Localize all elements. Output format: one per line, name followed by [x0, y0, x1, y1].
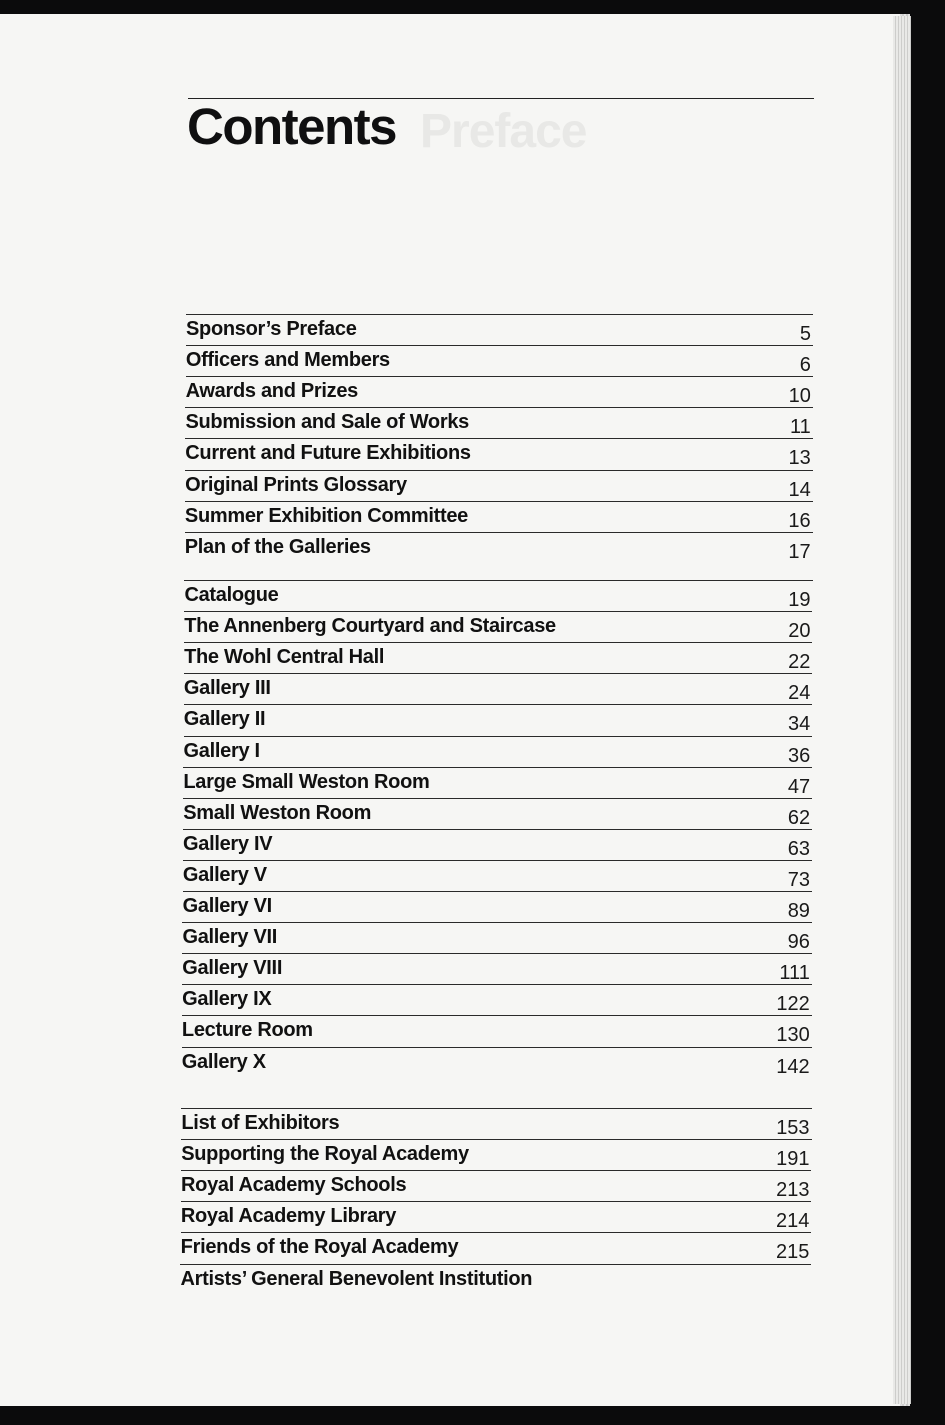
- toc-entry-label: Gallery III: [183, 677, 271, 700]
- toc-entry: [183, 767, 812, 799]
- toc-entry-label: Gallery IV: [183, 832, 273, 855]
- toc-entry-page-number: 5: [799, 323, 811, 345]
- page-title: Contents: [187, 98, 396, 155]
- toc-entry-label: Catalogue: [184, 584, 279, 606]
- toc-entry-page-number: 11: [790, 416, 811, 439]
- toc-entry-page-number: 191: [776, 1148, 810, 1171]
- toc-entry-label: Gallery VIII: [182, 957, 283, 980]
- toc-entry-page-number: 24: [788, 682, 811, 705]
- toc-entry-label: Gallery VI: [182, 895, 272, 917]
- toc-entry: [181, 1201, 812, 1233]
- toc-entry-label: The Wohl Central Hall: [184, 646, 385, 669]
- toc-entry-label: Gallery IX: [182, 988, 272, 1011]
- toc-entry-page-number: 73: [787, 868, 810, 891]
- toc-entry-label: Submission and Sale of Works: [185, 411, 469, 434]
- toc-entry-page-number: 89: [787, 900, 810, 922]
- toc-entry-page-number: 10: [788, 385, 811, 408]
- toc-entry-label: Current and Future Exhibitions: [185, 442, 471, 465]
- toc-entry-page-number: 19: [788, 589, 811, 611]
- toc-entry-label: Awards and Prizes: [185, 380, 359, 403]
- toc-entry-label: Gallery II: [183, 708, 266, 731]
- toc-entry: [184, 736, 813, 768]
- toc-entry: [181, 1108, 811, 1140]
- toc-entry: [183, 798, 812, 830]
- toc-entry: [182, 1015, 812, 1047]
- toc-entry-page-number: 13: [788, 447, 811, 470]
- toc-entry-page-number: 122: [776, 993, 810, 1016]
- toc-entry-page-number: 17: [788, 540, 811, 563]
- toc-entry: [182, 984, 812, 1016]
- toc-entry: [183, 829, 812, 861]
- toc-entry: [184, 704, 813, 736]
- toc-entry-label: Small Weston Room: [183, 801, 372, 824]
- toc-entry: [182, 953, 812, 985]
- toc-entry-label: List of Exhibitors: [181, 1112, 340, 1134]
- toc-entry: [181, 1139, 811, 1171]
- show-through-ghost-text: Preface: [420, 105, 587, 158]
- toc-entry-label: Lecture Room: [181, 1019, 313, 1042]
- toc-entry-label: The Annenberg Courtyard and Staircase: [184, 615, 556, 638]
- toc-entry: [184, 580, 812, 612]
- toc-entry: [184, 642, 812, 674]
- toc-entry-page-number: 36: [787, 744, 811, 767]
- toc-entry-page-number: 16: [788, 509, 811, 532]
- toc-entry-label: Royal Academy Library: [180, 1205, 397, 1228]
- toc-entry-page-number: 34: [788, 713, 811, 736]
- toc-entry: [184, 673, 812, 705]
- toc-entry: [183, 891, 812, 923]
- toc-entry: [185, 532, 813, 564]
- toc-entry-page-number: 214: [776, 1210, 810, 1233]
- toc-entry-page-number: 20: [788, 620, 811, 643]
- toc-entry: [185, 501, 813, 533]
- toc-entry: [180, 1264, 811, 1296]
- toc-entry: [185, 407, 812, 439]
- toc-entry: [186, 314, 813, 346]
- toc-entry-page-number: 6: [799, 354, 811, 377]
- toc-entry-page-number: 111: [779, 962, 810, 985]
- toc-entry: [184, 611, 812, 643]
- toc-entry-label: Officers and Members: [185, 349, 390, 372]
- toc-entry-page-number: 62: [787, 806, 811, 829]
- toc-entry: [186, 345, 813, 377]
- toc-entry: [182, 922, 811, 954]
- page-edge-stack: [893, 16, 911, 1404]
- toc-entry-page-number: 14: [788, 478, 811, 501]
- toc-entry-page-number: 63: [787, 837, 811, 860]
- toc-entry-label: Original Prints Glossary: [185, 473, 407, 496]
- toc-entry: [181, 1232, 812, 1264]
- toc-entry-label: Royal Academy Schools: [181, 1174, 407, 1197]
- toc-entry-label: Gallery X: [181, 1050, 266, 1073]
- toc-entry-label: Supporting the Royal Academy: [181, 1143, 469, 1166]
- toc-entry-label: Summer Exhibition Committee: [184, 504, 468, 527]
- toc-entry-label: Large Small Weston Room: [183, 770, 430, 793]
- toc-entry: [183, 860, 812, 892]
- toc-entry-page-number: 130: [776, 1024, 810, 1047]
- toc-entry: [186, 376, 813, 408]
- toc-entry-label: Friends of the Royal Academy: [180, 1236, 459, 1259]
- toc-entry-page-number: 96: [787, 931, 810, 954]
- toc-entry-label: Sponsor’s Preface: [186, 318, 357, 340]
- toc-entry: [185, 470, 813, 502]
- toc-entry-page-number: 47: [787, 775, 811, 798]
- toc-entry-label: Gallery I: [183, 739, 260, 762]
- toc-entry-page-number: 215: [775, 1241, 810, 1264]
- toc-entry: [181, 1170, 811, 1202]
- toc-entry-label: Plan of the Galleries: [184, 535, 371, 558]
- toc-entry-page-number: 213: [776, 1179, 810, 1202]
- toc-entry: [185, 438, 812, 470]
- toc-entry-label: Artists’ General Benevolent Institution: [180, 1267, 533, 1290]
- toc-entry-page-number: 22: [788, 651, 811, 674]
- toc-entry-label: Gallery V: [182, 863, 267, 886]
- toc-entry-page-number: 153: [776, 1117, 810, 1139]
- toc-entry-page-number: 142: [776, 1055, 810, 1078]
- toc-entry: [182, 1047, 812, 1079]
- toc-entry-label: Gallery VII: [182, 926, 278, 949]
